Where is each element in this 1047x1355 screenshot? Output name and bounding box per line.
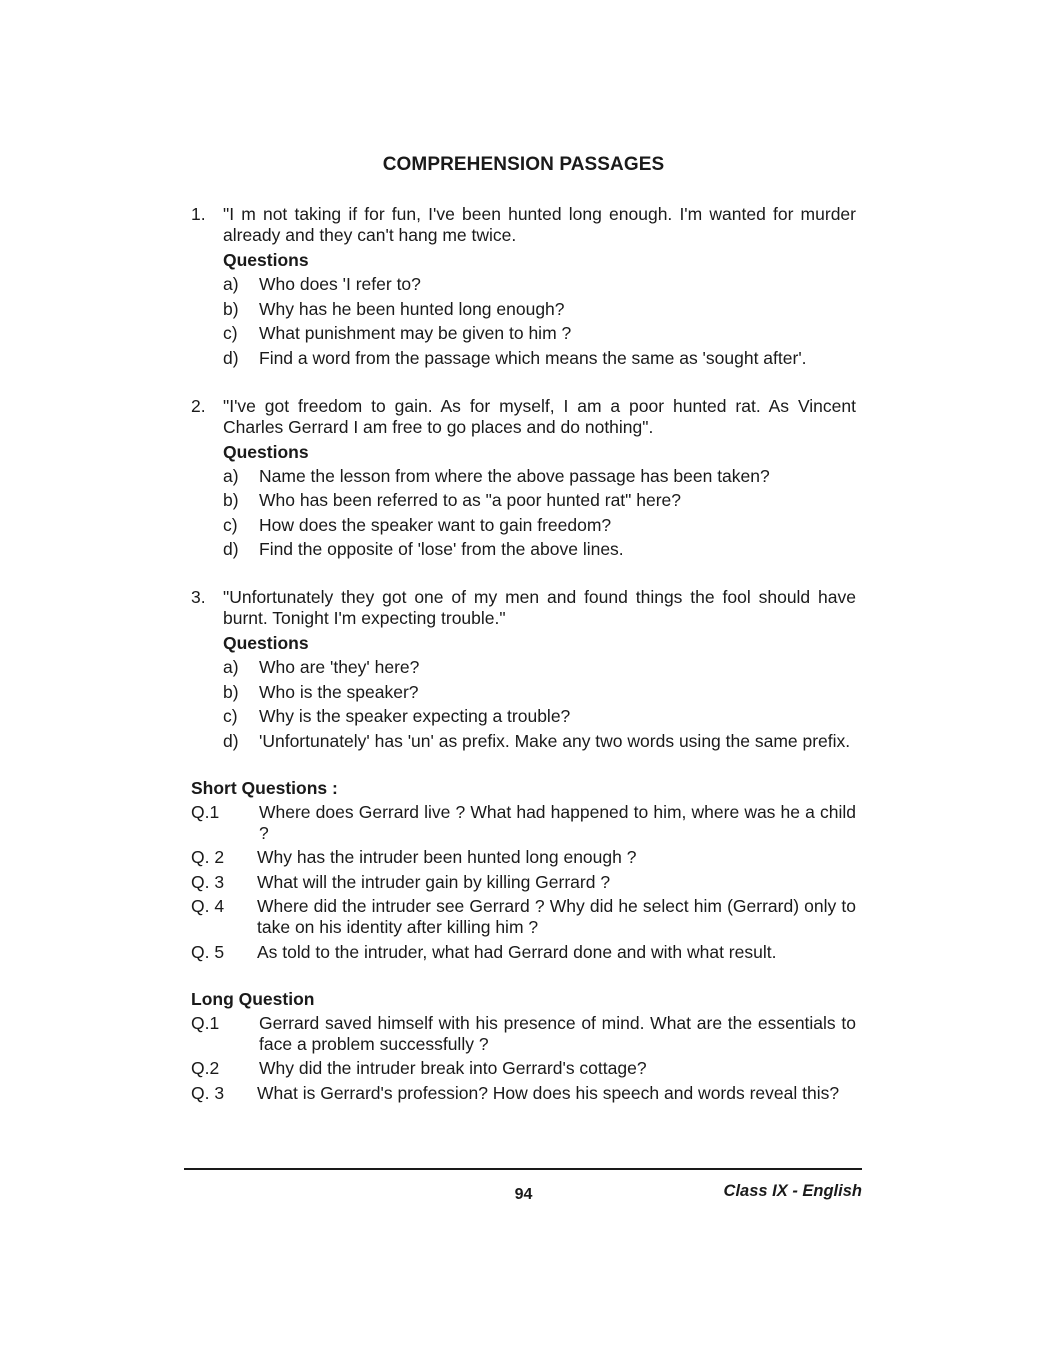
question-text: Name the lesson from where the above passage has been taken? [259, 465, 770, 486]
passage-3 [191, 587, 856, 752]
question-item [223, 348, 856, 369]
question-text: Who are 'they' here? [259, 657, 420, 677]
page-number: 94 [514, 1186, 533, 1203]
passage-number: 3. [191, 587, 206, 607]
passage-1 [191, 204, 856, 369]
question-text: 'Unfortunately' has 'un' as prefix. Make any two words using the same prefix. [259, 730, 851, 751]
passage-number: 1. [191, 204, 206, 224]
question-letter: c) [223, 706, 238, 726]
long-question-heading: Long Question [191, 988, 315, 1009]
question-text: Where did the intruder see Gerrard ? Why did he select him (Gerrard) only to take on his identity after killing him ? [257, 896, 856, 937]
passage-text: "I m not taking if for fun, I've been hunted long enough. I'm wanted for murder already and they can't hang me twice. [223, 204, 856, 245]
question-item [223, 682, 856, 703]
question-number: Q. 2 [191, 847, 225, 867]
question-letter: d) [223, 347, 239, 368]
question-text: As told to the intruder, what had Gerrard done and with what result. [257, 941, 777, 962]
question-letter: b) [223, 490, 239, 510]
question-item [223, 323, 856, 344]
question-text: Who has been referred to as "a poor hunted rat" here? [259, 490, 681, 510]
question-text: Who is the speaker? [259, 681, 419, 702]
question-text: Why did the intruder break into Gerrard's cottage? [259, 1058, 647, 1078]
question-text: Where does Gerrard live ? What had happened to him, where was he a child ? [259, 801, 856, 843]
question-letter: c) [223, 514, 238, 535]
question-text: Who does 'I refer to? [259, 274, 421, 294]
passage-text: "I've got freedom to gain. As for myself, I am a poor hunted rat. As Vincent Charles Gerrard I am free to go places and do nothing". [223, 395, 856, 437]
question-number: Q.1 [191, 801, 220, 822]
passage-2 [191, 396, 856, 561]
question-number: Q. 4 [191, 896, 225, 916]
long-question [191, 1058, 856, 1079]
question-item [223, 657, 856, 678]
question-number: Q. 3 [191, 1082, 225, 1103]
passage-number: 2. [191, 395, 206, 416]
short-question [191, 847, 856, 868]
content-body [191, 204, 856, 1107]
question-item [223, 274, 856, 295]
question-item [223, 490, 856, 511]
short-question [191, 942, 856, 963]
question-number: Q. 3 [191, 871, 225, 892]
question-letter: d) [223, 539, 239, 559]
question-text: Why is the speaker expecting a trouble? [259, 706, 571, 726]
question-number: Q.1 [191, 1012, 220, 1033]
question-item [223, 299, 856, 320]
question-text: Gerrard saved himself with his presence of mind. What are the essentials to face a problem successfully ? [259, 1012, 856, 1054]
page-title: COMPREHENSION PASSAGES [382, 154, 665, 175]
question-text: How does the speaker want to gain freedom? [259, 514, 612, 535]
short-question [191, 872, 856, 893]
question-text: What punishment may be given to him ? [259, 323, 572, 343]
question-letter: a) [223, 465, 239, 486]
question-letter: c) [223, 323, 238, 343]
question-text: What is Gerrard's profession? How does his speech and words reveal this? [257, 1082, 840, 1103]
question-item [223, 466, 856, 487]
question-item [223, 706, 856, 727]
question-letter: d) [223, 730, 239, 751]
passage-text: "Unfortunately they got one of my men and found things the fool should have burnt. Tonight I'm expecting trouble." [223, 587, 856, 628]
long-question [191, 1083, 856, 1104]
question-text: Find the opposite of 'lose' from the above lines. [259, 539, 624, 559]
question-item [223, 515, 856, 536]
footer-divider [184, 1168, 862, 1170]
question-letter: b) [223, 681, 239, 702]
question-letter: a) [223, 657, 239, 677]
question-text: What will the intruder gain by killing Gerrard ? [257, 871, 611, 892]
question-text: Why has he been hunted long enough? [259, 298, 565, 319]
questions-heading: Questions [223, 441, 309, 462]
question-text: Find a word from the passage which means the same as 'sought after'. [259, 347, 807, 368]
question-text: Why has the intruder been hunted long enough ? [257, 847, 637, 867]
short-questions-heading: Short Questions : [191, 777, 338, 798]
question-letter: b) [223, 298, 239, 319]
questions-heading: Questions [223, 633, 309, 653]
short-question [191, 802, 856, 844]
long-question [191, 1013, 856, 1055]
question-letter: a) [223, 274, 239, 294]
book-title: Class IX - English [723, 1182, 862, 1200]
question-item [223, 539, 856, 560]
question-number: Q. 5 [191, 941, 225, 962]
question-item [223, 731, 856, 752]
questions-heading: Questions [223, 250, 309, 270]
question-number: Q.2 [191, 1058, 220, 1078]
short-question [191, 896, 856, 938]
